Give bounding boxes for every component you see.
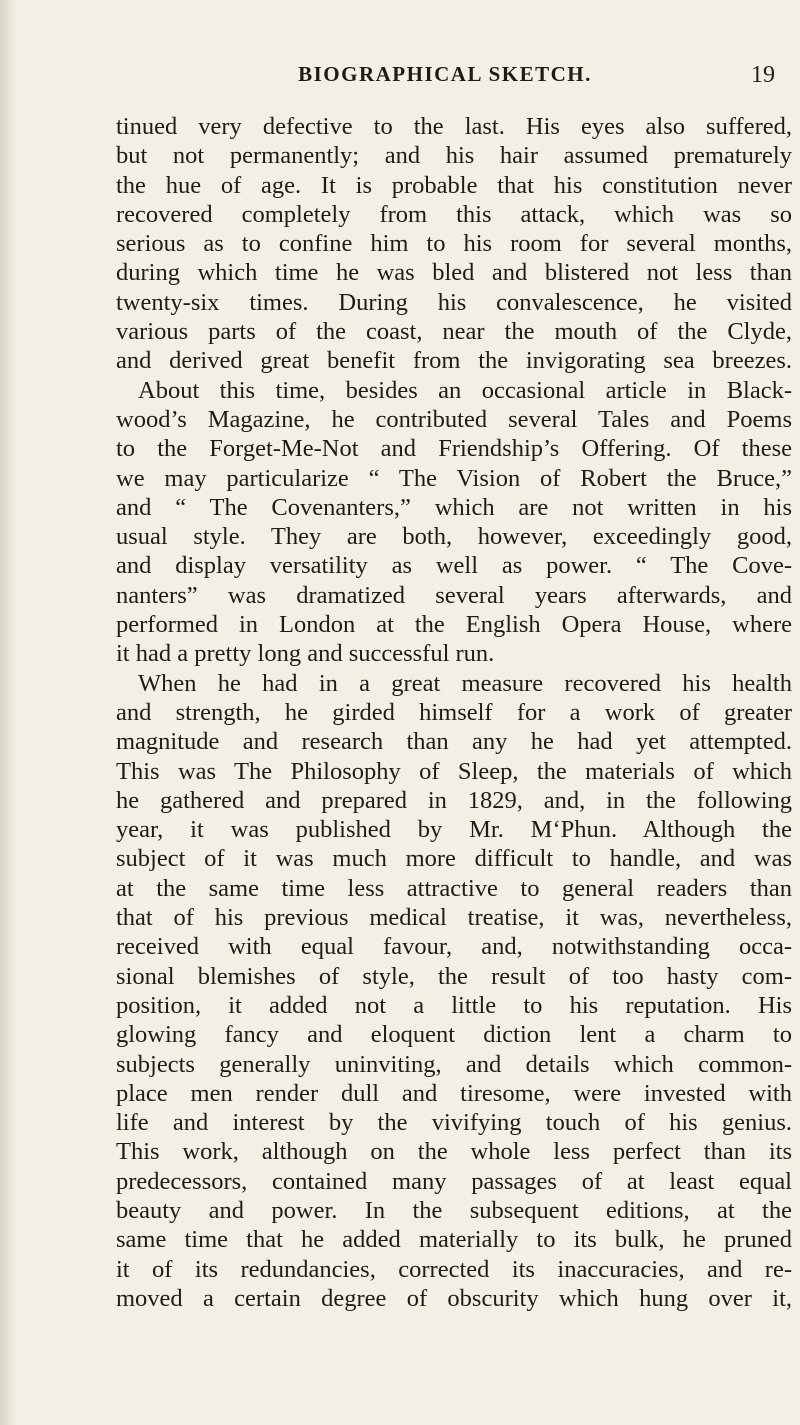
- text-line: place men render dull and tiresome, were invested with: [116, 1079, 792, 1107]
- text-line: predecessors, contained many passages of at least equal: [116, 1167, 792, 1195]
- text-line: it of its redundancies, corrected its inaccuracies, and re-: [116, 1255, 792, 1283]
- text-line: magnitude and research than any he had yet attempted.: [116, 728, 792, 756]
- text-line: About this time, besides an occasional article in Black-: [138, 376, 792, 404]
- text-line: sional blemishes of style, the result of too hasty com-: [116, 962, 792, 990]
- body-text: [116, 112, 792, 1313]
- text-line: recovered completely from this attack, which was so: [116, 200, 792, 228]
- text-line: life and interest by the vivifying touch of his genius.: [116, 1109, 792, 1137]
- text-line: beauty and power. In the subsequent editions, at the: [116, 1196, 792, 1224]
- text-line: When he had in a great measure recovered his health: [138, 669, 792, 697]
- text-line: it had a pretty long and successful run.: [116, 640, 495, 668]
- page-number: 19: [751, 62, 775, 88]
- text-line: wood’s Magazine, he contributed several Tales and Poems: [116, 405, 792, 433]
- text-line: nanters” was dramatized several years afterwards, and: [116, 581, 792, 609]
- text-line: that of his previous medical treatise, it was, nevertheless,: [116, 904, 792, 932]
- running-head: BIOGRAPHICAL SKETCH.: [298, 62, 592, 86]
- text-line: and “ The Covenanters,” which are not written in his: [116, 493, 792, 521]
- text-line: same time that he added materially to its bulk, he pruned: [116, 1226, 792, 1254]
- text-line: performed in London at the English Opera House, where: [116, 611, 792, 639]
- page-header: [115, 62, 775, 92]
- text-line: and strength, he girded himself for a work of greater: [116, 698, 792, 726]
- text-line: he gathered and prepared in 1829, and, in the following: [116, 786, 792, 814]
- text-line: tinued very defective to the last. His eyes also suffered,: [116, 113, 792, 140]
- text-line: usual style. They are both, however, exceedingly good,: [116, 523, 792, 551]
- text-line: subjects generally uninviting, and details which common-: [116, 1050, 792, 1078]
- text-line: but not permanently; and his hair assumed prematurely: [116, 142, 792, 170]
- text-line: various parts of the coast, near the mouth of the Clyde,: [116, 318, 792, 346]
- text-line: This was The Philosophy of Sleep, the materials of which: [116, 757, 792, 785]
- text-line: moved a certain degree of obscurity which hung over it,: [116, 1284, 792, 1312]
- binding-shadow: [0, 0, 16, 1425]
- text-line: subject of it was much more difficult to handle, and was: [116, 845, 792, 873]
- text-line: to the Forget-Me-Not and Friendship’s Offering. Of these: [116, 435, 792, 463]
- text-line: twenty-six times. During his convalescence, he visited: [116, 288, 792, 316]
- text-line: year, it was published by Mr. M‘Phun. Although the: [116, 816, 792, 844]
- text-line: and display versatility as well as power. “ The Cove-: [116, 552, 792, 580]
- text-line: at the same time less attractive to general readers than: [116, 874, 792, 902]
- text-line: position, it added not a little to his reputation. His: [116, 991, 792, 1019]
- text-line: during which time he was bled and blistered not less than: [116, 259, 792, 287]
- text-line: serious as to confine him to his room for several months,: [116, 230, 792, 258]
- text-line: we may particularize “ The Vision of Robert the Bruce,”: [116, 464, 792, 492]
- text-line: the hue of age. It is probable that his constitution never: [116, 171, 792, 199]
- text-line: This work, although on the whole less perfect than its: [116, 1138, 792, 1166]
- text-line: glowing fancy and eloquent diction lent a charm to: [116, 1021, 792, 1049]
- text-line: received with equal favour, and, notwithstanding occa-: [116, 933, 792, 961]
- text-line: and derived great benefit from the invigorating sea breezes.: [116, 347, 792, 375]
